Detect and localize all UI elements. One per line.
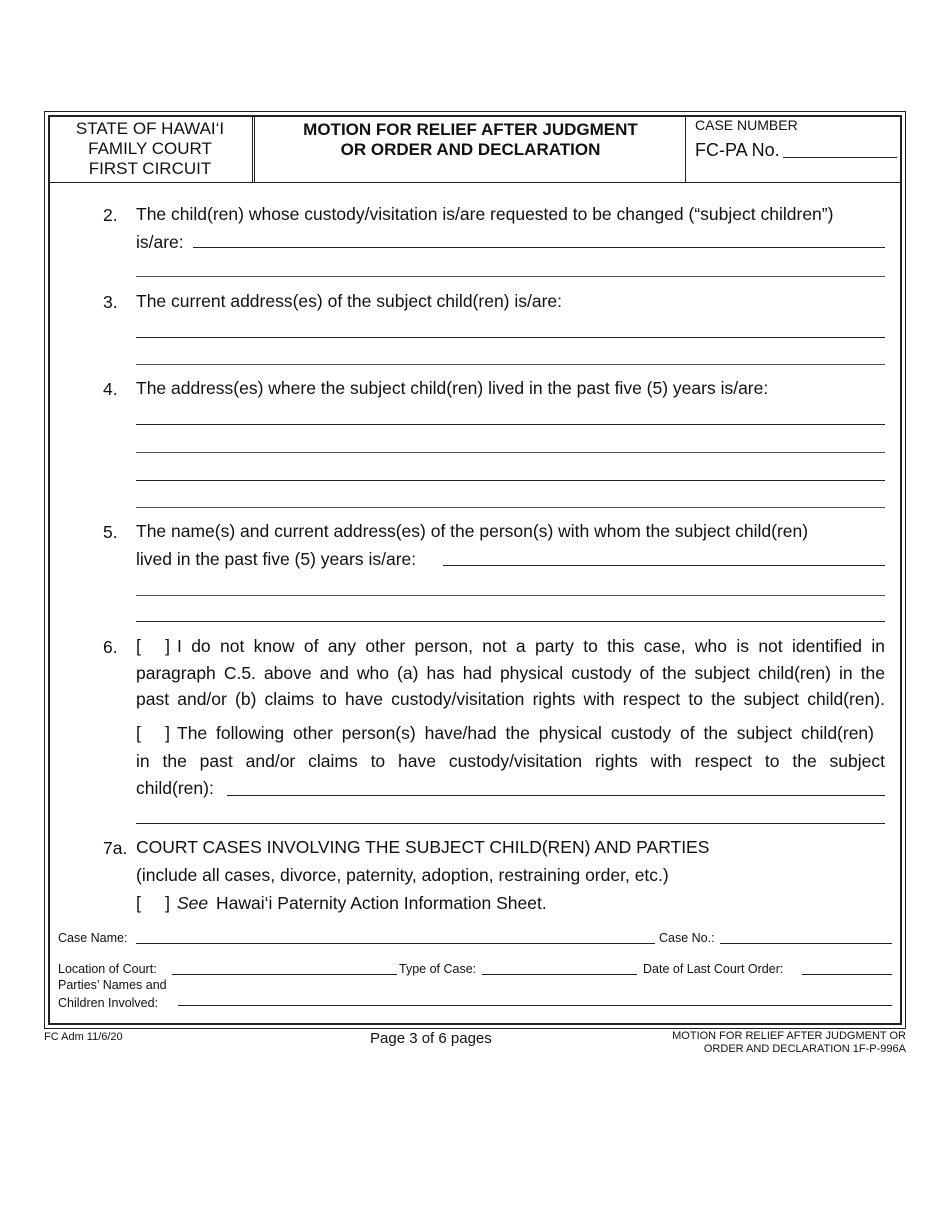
form-title-line2: OR ORDER AND DECLARATION: [340, 140, 601, 159]
persons-lived-with-field-3[interactable]: [136, 621, 885, 622]
court-state: STATE OF HAWAI‘I: [75, 119, 225, 138]
form-header: [48, 115, 902, 183]
item-7a-number: 7a.: [103, 838, 128, 858]
persons-lived-with-field-2[interactable]: [136, 595, 885, 596]
item-6-number: 6.: [103, 637, 118, 657]
current-address-field-2[interactable]: [136, 364, 885, 365]
past-address-field[interactable]: [136, 424, 885, 425]
other-persons-field-2[interactable]: [136, 823, 885, 824]
case-number-prefix: FC-PA No.: [695, 140, 780, 160]
form-footer-title-line2: ORDER AND DECLARATION 1F-P-996A: [703, 1043, 906, 1055]
current-address-field[interactable]: [136, 337, 885, 338]
case-no-field[interactable]: [720, 943, 892, 944]
past-address-field-2[interactable]: [136, 452, 885, 453]
item-6-para1-line2: paragraph C.5. above and who (a) has had physical custody of the subject child(ren) in the: [136, 663, 885, 683]
form-footer-title: [672, 1030, 906, 1056]
item-6-para1-line3: past and/or (b) claims to have custody/visitation rights with respect to the subject child(ren).: [136, 689, 885, 709]
item-3-text: The current address(es) of the subject child(ren) is/are:: [136, 291, 563, 311]
parties-label-2: Children Involved:: [58, 996, 159, 1010]
item-6-para2-line3: child(ren):: [136, 778, 214, 798]
info-sheet-text: Hawai‘i Paternity Action Information Sheet.: [216, 893, 547, 913]
location-label: Location of Court:: [58, 962, 157, 976]
case-number-field[interactable]: [783, 157, 897, 158]
item-4-text: The address(es) where the subject child(ren) lived in the past five (5) years is/are:: [136, 378, 769, 398]
page-number: Page 3 of 6 pages: [370, 1030, 492, 1047]
item-5-label: lived in the past five (5) years is/are:: [136, 549, 417, 569]
other-persons-field[interactable]: [227, 795, 885, 796]
type-of-case-field[interactable]: [482, 974, 637, 975]
last-order-date-field[interactable]: [802, 974, 892, 975]
case-name-label: Case Name:: [58, 931, 128, 945]
item-4-number: 4.: [103, 379, 118, 399]
last-order-date-label: Date of Last Court Order:: [643, 962, 784, 976]
court-block: [48, 115, 255, 182]
children-field-2[interactable]: [136, 276, 885, 277]
past-address-field-3[interactable]: [136, 480, 885, 481]
case-number-label: CASE NUMBER: [695, 117, 798, 133]
form-title: [256, 115, 686, 182]
info-sheet-checkbox[interactable]: [ ]: [136, 893, 171, 913]
parties-label-1: Parties’ Names and: [58, 978, 167, 992]
case-name-field[interactable]: [136, 943, 655, 944]
court-name: FAMILY COURT: [88, 139, 212, 158]
court-circuit: FIRST CIRCUIT: [88, 159, 212, 178]
type-of-case-label: Type of Case:: [399, 962, 477, 976]
case-number-block: [687, 115, 902, 182]
no-other-person-checkbox[interactable]: [ ]: [136, 636, 171, 656]
item-5-number: 5.: [103, 522, 118, 542]
item-2-text: The child(ren) whose custody/visitation is/are requested to be changed (“subject children”): [136, 204, 834, 224]
form-footer-title-line1: MOTION FOR RELIEF AFTER JUDGMENT OR: [672, 1030, 906, 1042]
children-field[interactable]: [193, 247, 885, 248]
see-text: See: [177, 893, 209, 913]
item-3-number: 3.: [103, 292, 118, 312]
item-7a-heading: COURT CASES INVOLVING THE SUBJECT CHILD(REN) AND PARTIES: [136, 837, 710, 857]
item-6-para1-line1: I do not know of any other person, not a party to this case, who is not identified in: [177, 636, 885, 656]
location-field[interactable]: [172, 974, 397, 975]
case-no-label: Case No.:: [659, 931, 715, 945]
item-7a-note: (include all cases, divorce, paternity, adoption, restraining order, etc.): [136, 865, 669, 885]
form-title-line1: MOTION FOR RELIEF AFTER JUDGMENT: [303, 120, 638, 139]
item-2-number: 2.: [103, 205, 118, 225]
item-2-label: is/are:: [136, 232, 184, 252]
item-5-text: The name(s) and current address(es) of the person(s) with whom the subject child(ren): [136, 521, 809, 541]
item-6-para2-line2: in the past and/or claims to have custody/visitation rights with respect to the subject: [136, 751, 885, 771]
persons-lived-with-field[interactable]: [443, 565, 885, 566]
past-address-field-4[interactable]: [136, 507, 885, 508]
form-revision: FC Adm 11/6/20: [44, 1031, 123, 1043]
parties-field[interactable]: [178, 1005, 892, 1006]
other-persons-checkbox[interactable]: [ ]: [136, 723, 171, 743]
item-6-para2-line1: The following other person(s) have/had the physical custody of the subject child(ren): [177, 723, 874, 743]
